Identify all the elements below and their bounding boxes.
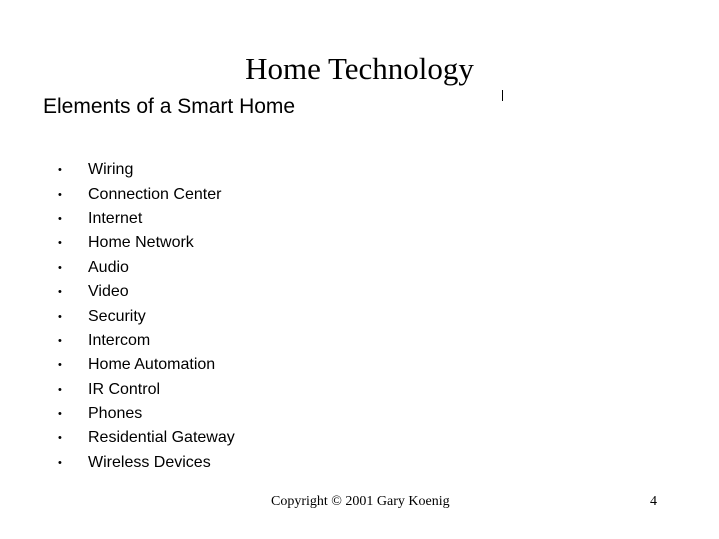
list-item bbox=[58, 256, 235, 280]
copyright-footer: Copyright © 2001 Gary Koenig bbox=[271, 494, 450, 509]
list-item bbox=[58, 231, 235, 255]
list-item bbox=[58, 304, 235, 328]
list-item-label: Wireless Devices bbox=[88, 453, 211, 471]
bullet-dot: • bbox=[58, 334, 62, 347]
bullet-dot: • bbox=[58, 237, 62, 250]
slide-title-text: Home Technology bbox=[245, 51, 474, 86]
list-item bbox=[58, 402, 235, 426]
bullet-dot: • bbox=[58, 432, 62, 445]
slide-subtitle: Elements of a Smart Home bbox=[43, 95, 296, 118]
list-item-label: Phones bbox=[88, 405, 143, 423]
text-cursor-mark bbox=[502, 90, 503, 101]
list-item bbox=[58, 158, 235, 182]
list-item-label: Audio bbox=[88, 258, 129, 276]
list-item bbox=[58, 182, 235, 206]
bullet-dot: • bbox=[58, 456, 62, 469]
bullet-dot: • bbox=[58, 212, 62, 225]
list-item bbox=[58, 426, 235, 450]
list-item-label: IR Control bbox=[88, 380, 161, 398]
list-item-label: Connection Center bbox=[88, 185, 222, 203]
list-item bbox=[58, 353, 235, 377]
list-item-label: Home Automation bbox=[88, 356, 216, 374]
list-item-label: Home Network bbox=[88, 234, 194, 252]
list-item-label: Wiring bbox=[88, 161, 134, 179]
bullet-dot: • bbox=[58, 408, 62, 421]
list-item-label: Intercom bbox=[88, 331, 151, 349]
bullet-dot: • bbox=[58, 286, 62, 299]
list-item-label: Security bbox=[88, 307, 146, 325]
slide-title bbox=[0, 50, 719, 88]
list-item-label: Video bbox=[88, 283, 129, 301]
bullet-dot: • bbox=[58, 164, 62, 177]
list-item-label: Internet bbox=[88, 209, 143, 227]
list-item bbox=[58, 378, 235, 402]
list-item bbox=[58, 451, 235, 475]
list-item bbox=[58, 207, 235, 231]
bullet-dot: • bbox=[58, 359, 62, 372]
bullet-dot: • bbox=[58, 261, 62, 274]
list-item-label: Residential Gateway bbox=[88, 429, 235, 447]
bullet-list bbox=[58, 158, 235, 475]
list-item bbox=[58, 329, 235, 353]
bullet-dot: • bbox=[58, 188, 62, 201]
bullet-dot: • bbox=[58, 310, 62, 323]
page-number: 4 bbox=[650, 494, 657, 509]
list-item bbox=[58, 280, 235, 304]
bullet-dot: • bbox=[58, 383, 62, 396]
